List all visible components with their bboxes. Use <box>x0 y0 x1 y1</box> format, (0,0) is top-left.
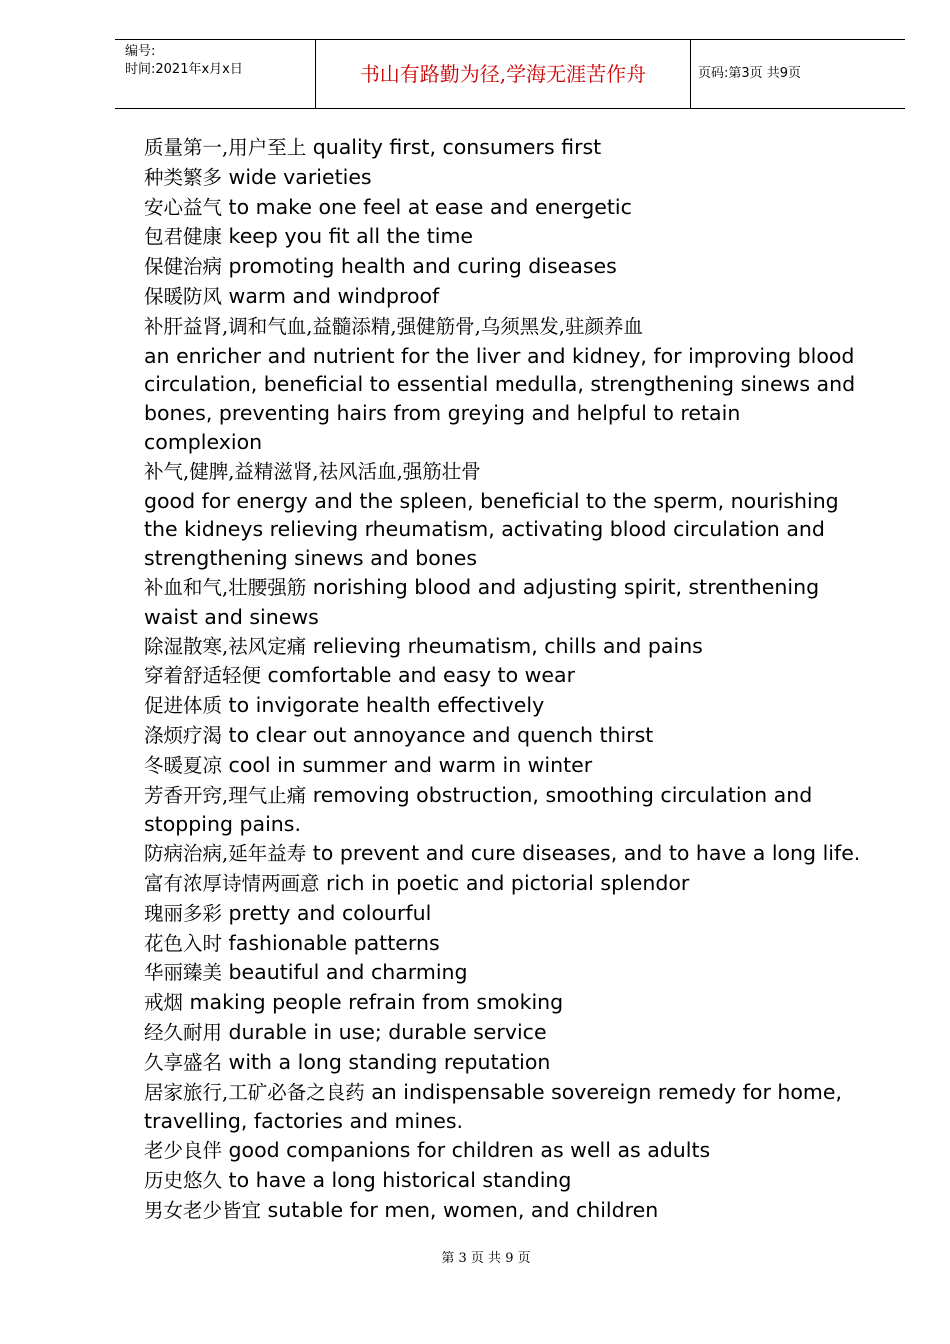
phrase-chinese: 促进体质 <box>144 694 223 718</box>
phrase-chinese: 居家旅行,工矿必备之良药 <box>144 1080 365 1104</box>
phrase-english: warm and windproof <box>228 283 440 308</box>
phrase-entry <box>144 1196 864 1226</box>
phrase-chinese: 补气,健脾,益精滋肾,祛风活血,强筋壮骨 <box>144 459 481 483</box>
phrase-entry <box>144 1018 864 1048</box>
phrase-entry <box>144 1048 864 1078</box>
header-page-cell <box>690 40 905 108</box>
phrase-english: cool in summer and warm in winter <box>228 752 593 777</box>
phrase-chinese: 华丽臻美 <box>144 961 223 985</box>
phrase-chinese: 补肝益肾,调和气血,益髓添精,强健筋骨,乌须黑发,驻颜养血 <box>144 314 643 338</box>
phrase-chinese: 花色入时 <box>144 931 223 955</box>
phrase-english: removing obstruction, smoothing circulation and stopping pains. <box>144 782 813 837</box>
phrase-english: good for energy and the spleen, beneficial to the sperm, nourishing the kidneys relieving rheumatism, activating blood circulation and strengthening sinews and bones <box>144 488 839 571</box>
phrase-entry <box>144 133 864 163</box>
phrase-entry <box>144 282 864 312</box>
phrase-english: fashionable patterns <box>228 930 440 955</box>
header-motto: 书山有路勤为径,学海无涯苦作舟 <box>359 62 647 86</box>
header-page-number: 页码:第3页 共9页 <box>698 66 802 81</box>
phrase-entry <box>144 988 864 1018</box>
phrase-chinese: 富有浓厚诗情两画意 <box>144 871 320 895</box>
phrase-entry <box>144 222 864 252</box>
phrase-entry <box>144 252 864 282</box>
page-header <box>115 39 905 109</box>
phrase-chinese: 男女老少皆宜 <box>144 1198 262 1222</box>
phrase-entry <box>144 899 864 929</box>
phrase-chinese: 种类繁多 <box>144 165 223 189</box>
phrase-chinese: 除湿散寒,祛风定痛 <box>144 634 307 658</box>
phrase-english: good companions for children as well as adults <box>228 1138 711 1163</box>
phrase-chinese: 安心益气 <box>144 195 223 219</box>
phrase-entry <box>144 193 864 223</box>
phrase-chinese: 质量第一,用户至上 <box>144 136 307 159</box>
phrase-entry <box>144 751 864 781</box>
phrase-chinese: 涤烦疗渴 <box>144 723 223 747</box>
phrase-chinese: 经久耐用 <box>144 1020 223 1044</box>
phrase-english: promoting health and curing diseases <box>228 254 617 279</box>
phrase-english: making people refrain from smoking <box>189 990 564 1015</box>
phrase-entry <box>144 487 864 573</box>
phrase-entry <box>144 721 864 751</box>
phrase-chinese: 历史悠久 <box>144 1168 223 1192</box>
phrase-entry <box>144 457 864 487</box>
phrase-english: to clear out annoyance and quench thirst <box>228 722 654 747</box>
page-footer: 第 3 页 共 9 页 <box>441 1251 531 1266</box>
phrase-entry <box>144 1136 864 1166</box>
header-motto-cell <box>315 40 691 108</box>
header-meta-cell <box>115 40 315 108</box>
phrase-chinese: 芳香开窍,理气止痛 <box>144 783 307 807</box>
phrase-chinese: 冬暖夏凉 <box>144 753 223 777</box>
phrase-entry <box>144 691 864 721</box>
phrase-chinese: 久享盛名 <box>144 1050 223 1074</box>
phrase-chinese: 包君健康 <box>144 225 223 249</box>
phrase-english: an indispensable sovereign remedy for home, travelling, factories and mines. <box>144 1079 843 1134</box>
phrase-english: pretty and colourful <box>228 900 432 925</box>
phrase-entry <box>144 781 864 840</box>
document-number-label: 编号: <box>125 44 156 59</box>
phrase-english: beautiful and charming <box>228 960 468 985</box>
phrase-chinese: 保健治病 <box>144 255 223 279</box>
phrase-chinese: 瑰丽多彩 <box>144 901 223 925</box>
phrase-chinese: 补血和气,壮腰强筋 <box>144 575 307 599</box>
phrase-entry <box>144 632 864 662</box>
phrase-chinese: 穿着舒适轻便 <box>144 664 262 688</box>
phrase-entry <box>144 573 864 632</box>
phrase-english: an enricher and nutrient for the liver and kidney, for improving blood circulation, beneficial to essential medulla, strengthening sinews and bones, preventing hairs from greying and helpful to retain complexion <box>144 343 856 454</box>
phrase-english: rich in poetic and pictorial splendor <box>326 870 690 895</box>
phrase-english: comfortable and easy to wear <box>267 663 576 688</box>
phrase-english: relieving rheumatism, chills and pains <box>312 633 703 658</box>
phrase-entry <box>144 958 864 988</box>
phrase-english: durable in use; durable service <box>228 1019 547 1044</box>
phrase-entry <box>144 661 864 691</box>
phrase-english: quality first, consumers first <box>312 135 602 159</box>
phrase-entry <box>144 312 864 342</box>
phrase-entry <box>144 929 864 959</box>
phrase-chinese: 戒烟 <box>144 991 184 1015</box>
phrase-english: to make one feel at ease and energetic <box>228 194 632 219</box>
phrase-chinese: 防病治病,延年益寿 <box>144 842 307 866</box>
phrase-english: wide varieties <box>228 164 372 189</box>
phrase-entry <box>144 163 864 193</box>
phrase-english: sutable for men, women, and children <box>267 1197 659 1222</box>
phrase-entry <box>144 1078 864 1137</box>
phrase-english: with a long standing reputation <box>228 1049 551 1074</box>
phrase-entry <box>144 342 864 457</box>
phrase-list <box>144 133 864 1225</box>
phrase-english: to prevent and cure diseases, and to have a long life. <box>312 841 861 866</box>
phrase-english: norishing blood and adjusting spirit, strenthening waist and sinews <box>144 574 820 629</box>
phrase-chinese: 保暖防风 <box>144 284 223 308</box>
phrase-english: to invigorate health effectively <box>228 693 545 718</box>
phrase-english: keep you fit all the time <box>228 224 474 249</box>
phrase-chinese: 老少良伴 <box>144 1139 223 1163</box>
document-time-label: 时间:2021年x月x日 <box>125 62 243 77</box>
phrase-entry <box>144 869 864 899</box>
phrase-entry <box>144 839 864 869</box>
phrase-entry <box>144 1166 864 1196</box>
phrase-english: to have a long historical standing <box>228 1167 572 1192</box>
